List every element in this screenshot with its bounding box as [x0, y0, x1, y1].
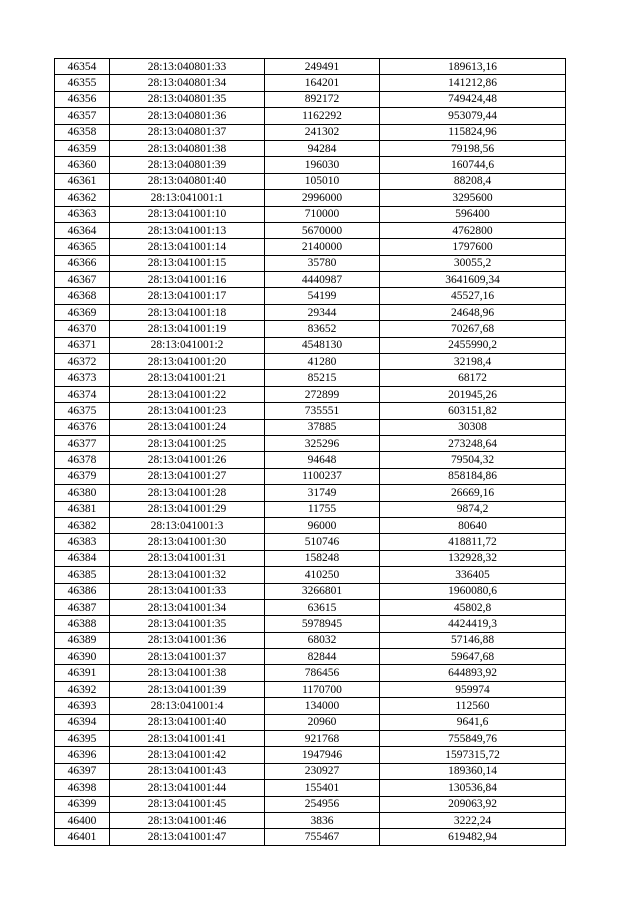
amount-cell: 30055,2: [380, 255, 566, 271]
value-cell: 54199: [265, 288, 380, 304]
row-number-cell: 46391: [55, 665, 110, 681]
amount-cell: 603151,82: [380, 403, 566, 419]
cadastral-number-cell: 28:13:041001:2: [110, 337, 265, 353]
row-number-cell: 46380: [55, 485, 110, 501]
amount-cell: 953079,44: [380, 108, 566, 124]
table-row: [55, 501, 566, 517]
value-cell: 155401: [265, 780, 380, 796]
cadastral-number-cell: 28:13:040801:39: [110, 157, 265, 173]
value-cell: 1947946: [265, 747, 380, 763]
value-cell: 158248: [265, 550, 380, 566]
value-cell: 1100237: [265, 468, 380, 484]
row-number-cell: 46355: [55, 75, 110, 91]
value-cell: 735551: [265, 403, 380, 419]
cadastral-number-cell: 28:13:040801:34: [110, 75, 265, 91]
row-number-cell: 46399: [55, 796, 110, 812]
amount-cell: 858184,86: [380, 468, 566, 484]
cadastral-number-cell: 28:13:041001:47: [110, 829, 265, 845]
value-cell: 230927: [265, 763, 380, 779]
row-number-cell: 46401: [55, 829, 110, 845]
cadastral-number-cell: 28:13:041001:26: [110, 452, 265, 468]
value-cell: 254956: [265, 796, 380, 812]
amount-cell: 130536,84: [380, 780, 566, 796]
amount-cell: 45527,16: [380, 288, 566, 304]
table-row: [55, 517, 566, 533]
cadastral-number-cell: 28:13:041001:22: [110, 386, 265, 402]
table-row: [55, 812, 566, 828]
amount-cell: 209063,92: [380, 796, 566, 812]
table-row: [55, 599, 566, 615]
row-number-cell: 46388: [55, 616, 110, 632]
table-row: [55, 632, 566, 648]
row-number-cell: 46362: [55, 190, 110, 206]
table-row: [55, 91, 566, 107]
value-cell: 1170700: [265, 681, 380, 697]
row-number-cell: 46377: [55, 435, 110, 451]
row-number-cell: 46360: [55, 157, 110, 173]
table-row: [55, 255, 566, 271]
amount-cell: 619482,94: [380, 829, 566, 845]
row-number-cell: 46379: [55, 468, 110, 484]
table-row: [55, 403, 566, 419]
amount-cell: 1597315,72: [380, 747, 566, 763]
row-number-cell: 46397: [55, 763, 110, 779]
value-cell: 921768: [265, 731, 380, 747]
cadastral-number-cell: 28:13:041001:28: [110, 485, 265, 501]
table-row: [55, 75, 566, 91]
cadastral-number-cell: 28:13:041001:39: [110, 681, 265, 697]
table-row: [55, 206, 566, 222]
row-number-cell: 46371: [55, 337, 110, 353]
value-cell: 4440987: [265, 272, 380, 288]
cadastral-number-cell: 28:13:041001:20: [110, 354, 265, 370]
cadastral-number-cell: 28:13:041001:18: [110, 304, 265, 320]
table-row: [55, 386, 566, 402]
row-number-cell: 46384: [55, 550, 110, 566]
table-row: [55, 616, 566, 632]
row-number-cell: 46361: [55, 173, 110, 189]
amount-cell: 336405: [380, 567, 566, 583]
table-row: [55, 239, 566, 255]
cadastral-number-cell: 28:13:041001:3: [110, 517, 265, 533]
amount-cell: 189613,16: [380, 59, 566, 75]
row-number-cell: 46373: [55, 370, 110, 386]
cadastral-number-cell: 28:13:041001:31: [110, 550, 265, 566]
cadastral-number-cell: 28:13:041001:41: [110, 731, 265, 747]
row-number-cell: 46375: [55, 403, 110, 419]
row-number-cell: 46372: [55, 354, 110, 370]
amount-cell: 3295600: [380, 190, 566, 206]
cadastral-number-cell: 28:13:041001:19: [110, 321, 265, 337]
table-row: [55, 780, 566, 796]
amount-cell: 273248,64: [380, 435, 566, 451]
table-row: [55, 190, 566, 206]
cadastral-number-cell: 28:13:040801:33: [110, 59, 265, 75]
row-number-cell: 46393: [55, 698, 110, 714]
amount-cell: 160744,6: [380, 157, 566, 173]
value-cell: 241302: [265, 124, 380, 140]
table-row: [55, 157, 566, 173]
value-cell: 41280: [265, 354, 380, 370]
table-row: [55, 485, 566, 501]
cadastral-number-cell: 28:13:041001:38: [110, 665, 265, 681]
row-number-cell: 46390: [55, 649, 110, 665]
table-row: [55, 124, 566, 140]
table-row: [55, 321, 566, 337]
value-cell: 94284: [265, 140, 380, 156]
table-row: [55, 698, 566, 714]
amount-cell: 59647,68: [380, 649, 566, 665]
row-number-cell: 46365: [55, 239, 110, 255]
table-row: [55, 173, 566, 189]
amount-cell: 959974: [380, 681, 566, 697]
amount-cell: 79504,32: [380, 452, 566, 468]
amount-cell: 24648,96: [380, 304, 566, 320]
cadastral-number-cell: 28:13:041001:46: [110, 812, 265, 828]
table-row: [55, 452, 566, 468]
amount-cell: 45802,8: [380, 599, 566, 615]
value-cell: 29344: [265, 304, 380, 320]
value-cell: 2996000: [265, 190, 380, 206]
amount-cell: 1797600: [380, 239, 566, 255]
cadastral-number-cell: 28:13:041001:4: [110, 698, 265, 714]
cadastral-number-cell: 28:13:041001:23: [110, 403, 265, 419]
cadastral-number-cell: 28:13:041001:44: [110, 780, 265, 796]
data-table: [54, 58, 566, 846]
amount-cell: 30308: [380, 419, 566, 435]
row-number-cell: 46400: [55, 812, 110, 828]
value-cell: 786456: [265, 665, 380, 681]
value-cell: 63615: [265, 599, 380, 615]
table-row: [55, 272, 566, 288]
value-cell: 2140000: [265, 239, 380, 255]
table-row: [55, 731, 566, 747]
value-cell: 892172: [265, 91, 380, 107]
table-row: [55, 468, 566, 484]
row-number-cell: 46359: [55, 140, 110, 156]
row-number-cell: 46383: [55, 534, 110, 550]
cadastral-number-cell: 28:13:041001:35: [110, 616, 265, 632]
value-cell: 1162292: [265, 108, 380, 124]
amount-cell: 26669,16: [380, 485, 566, 501]
value-cell: 3836: [265, 812, 380, 828]
row-number-cell: 46370: [55, 321, 110, 337]
value-cell: 410250: [265, 567, 380, 583]
amount-cell: 2455990,2: [380, 337, 566, 353]
cadastral-number-cell: 28:13:041001:33: [110, 583, 265, 599]
cadastral-number-cell: 28:13:041001:36: [110, 632, 265, 648]
amount-cell: 68172: [380, 370, 566, 386]
row-number-cell: 46392: [55, 681, 110, 697]
table-row: [55, 59, 566, 75]
table-row: [55, 534, 566, 550]
amount-cell: 32198,4: [380, 354, 566, 370]
value-cell: 4548130: [265, 337, 380, 353]
table-row: [55, 304, 566, 320]
table-row: [55, 419, 566, 435]
cadastral-number-cell: 28:13:041001:32: [110, 567, 265, 583]
row-number-cell: 46389: [55, 632, 110, 648]
cadastral-number-cell: 28:13:041001:16: [110, 272, 265, 288]
amount-cell: 115824,96: [380, 124, 566, 140]
amount-cell: 418811,72: [380, 534, 566, 550]
cadastral-number-cell: 28:13:041001:30: [110, 534, 265, 550]
amount-cell: 88208,4: [380, 173, 566, 189]
amount-cell: 70267,68: [380, 321, 566, 337]
row-number-cell: 46368: [55, 288, 110, 304]
cadastral-number-cell: 28:13:041001:24: [110, 419, 265, 435]
value-cell: 134000: [265, 698, 380, 714]
amount-cell: 3222,24: [380, 812, 566, 828]
table-row: [55, 681, 566, 697]
table-row: [55, 354, 566, 370]
cadastral-number-cell: 28:13:041001:40: [110, 714, 265, 730]
row-number-cell: 46354: [55, 59, 110, 75]
row-number-cell: 46394: [55, 714, 110, 730]
amount-cell: 4424419,3: [380, 616, 566, 632]
row-number-cell: 46396: [55, 747, 110, 763]
amount-cell: 4762800: [380, 222, 566, 238]
row-number-cell: 46382: [55, 517, 110, 533]
table-row: [55, 829, 566, 845]
table-row: [55, 370, 566, 386]
row-number-cell: 46398: [55, 780, 110, 796]
value-cell: 196030: [265, 157, 380, 173]
table-row: [55, 665, 566, 681]
amount-cell: 9641,6: [380, 714, 566, 730]
cadastral-number-cell: 28:13:040801:40: [110, 173, 265, 189]
cadastral-number-cell: 28:13:041001:15: [110, 255, 265, 271]
amount-cell: 201945,26: [380, 386, 566, 402]
cadastral-number-cell: 28:13:041001:42: [110, 747, 265, 763]
value-cell: 510746: [265, 534, 380, 550]
row-number-cell: 46378: [55, 452, 110, 468]
row-number-cell: 46367: [55, 272, 110, 288]
cadastral-number-cell: 28:13:040801:37: [110, 124, 265, 140]
table-row: [55, 108, 566, 124]
table-row: [55, 567, 566, 583]
row-number-cell: 46385: [55, 567, 110, 583]
cadastral-number-cell: 28:13:040801:35: [110, 91, 265, 107]
value-cell: 68032: [265, 632, 380, 648]
value-cell: 5978945: [265, 616, 380, 632]
cadastral-number-cell: 28:13:041001:25: [110, 435, 265, 451]
row-number-cell: 46387: [55, 599, 110, 615]
amount-cell: 80640: [380, 517, 566, 533]
row-number-cell: 46364: [55, 222, 110, 238]
value-cell: 164201: [265, 75, 380, 91]
amount-cell: 596400: [380, 206, 566, 222]
row-number-cell: 46376: [55, 419, 110, 435]
cadastral-number-cell: 28:13:041001:45: [110, 796, 265, 812]
cadastral-number-cell: 28:13:041001:1: [110, 190, 265, 206]
amount-cell: 57146,88: [380, 632, 566, 648]
table-row: [55, 763, 566, 779]
amount-cell: 79198,56: [380, 140, 566, 156]
row-number-cell: 46395: [55, 731, 110, 747]
table-row: [55, 550, 566, 566]
cadastral-number-cell: 28:13:041001:27: [110, 468, 265, 484]
row-number-cell: 46369: [55, 304, 110, 320]
table-row: [55, 796, 566, 812]
value-cell: 31749: [265, 485, 380, 501]
table-row: [55, 583, 566, 599]
row-number-cell: 46356: [55, 91, 110, 107]
value-cell: 82844: [265, 649, 380, 665]
value-cell: 105010: [265, 173, 380, 189]
value-cell: 35780: [265, 255, 380, 271]
amount-cell: 749424,48: [380, 91, 566, 107]
value-cell: 272899: [265, 386, 380, 402]
row-number-cell: 46358: [55, 124, 110, 140]
row-number-cell: 46381: [55, 501, 110, 517]
table-body: [55, 59, 566, 846]
amount-cell: 132928,32: [380, 550, 566, 566]
cadastral-number-cell: 28:13:040801:38: [110, 140, 265, 156]
value-cell: 325296: [265, 435, 380, 451]
amount-cell: 644893,92: [380, 665, 566, 681]
table-row: [55, 747, 566, 763]
amount-cell: 112560: [380, 698, 566, 714]
table-row: [55, 649, 566, 665]
value-cell: 755467: [265, 829, 380, 845]
cadastral-number-cell: 28:13:041001:17: [110, 288, 265, 304]
amount-cell: 141212,86: [380, 75, 566, 91]
cadastral-number-cell: 28:13:041001:14: [110, 239, 265, 255]
value-cell: 37885: [265, 419, 380, 435]
table-row: [55, 222, 566, 238]
cadastral-number-cell: 28:13:041001:37: [110, 649, 265, 665]
value-cell: 96000: [265, 517, 380, 533]
value-cell: 11755: [265, 501, 380, 517]
value-cell: 83652: [265, 321, 380, 337]
cadastral-number-cell: 28:13:041001:10: [110, 206, 265, 222]
amount-cell: 3641609,34: [380, 272, 566, 288]
row-number-cell: 46366: [55, 255, 110, 271]
table-row: [55, 288, 566, 304]
amount-cell: 9874,2: [380, 501, 566, 517]
cadastral-number-cell: 28:13:041001:29: [110, 501, 265, 517]
value-cell: 710000: [265, 206, 380, 222]
table-row: [55, 435, 566, 451]
value-cell: 249491: [265, 59, 380, 75]
row-number-cell: 46386: [55, 583, 110, 599]
cadastral-number-cell: 28:13:041001:43: [110, 763, 265, 779]
row-number-cell: 46363: [55, 206, 110, 222]
value-cell: 94648: [265, 452, 380, 468]
cadastral-number-cell: 28:13:040801:36: [110, 108, 265, 124]
value-cell: 85215: [265, 370, 380, 386]
table-row: [55, 714, 566, 730]
amount-cell: 1960080,6: [380, 583, 566, 599]
value-cell: 20960: [265, 714, 380, 730]
cadastral-number-cell: 28:13:041001:21: [110, 370, 265, 386]
value-cell: 3266801: [265, 583, 380, 599]
row-number-cell: 46357: [55, 108, 110, 124]
cadastral-number-cell: 28:13:041001:34: [110, 599, 265, 615]
value-cell: 5670000: [265, 222, 380, 238]
row-number-cell: 46374: [55, 386, 110, 402]
amount-cell: 755849,76: [380, 731, 566, 747]
amount-cell: 189360,14: [380, 763, 566, 779]
table-row: [55, 337, 566, 353]
table-row: [55, 140, 566, 156]
cadastral-number-cell: 28:13:041001:13: [110, 222, 265, 238]
